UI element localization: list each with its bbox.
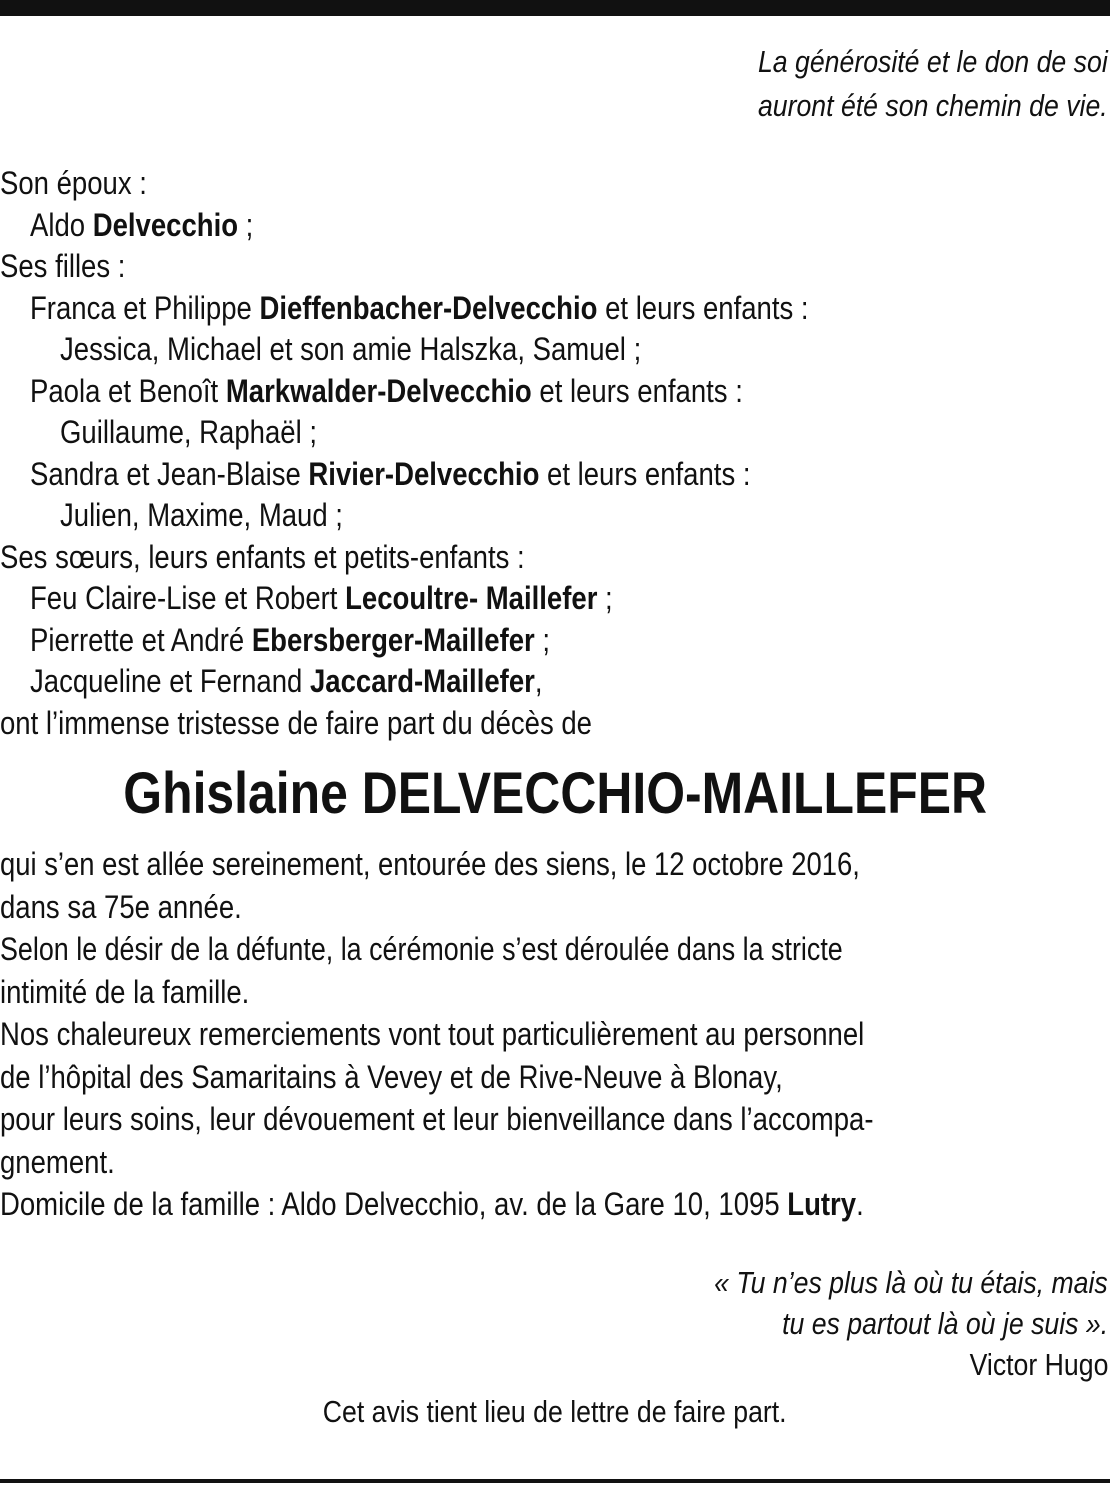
sister-entry-3: Jacqueline et Fernand Jaccard-Maillefer, bbox=[30, 663, 543, 699]
epigraph-line-1: La générosité et le don de soi bbox=[758, 44, 1108, 79]
daughters-heading: Ses filles : bbox=[0, 248, 126, 284]
daughter-children-2: Guillaume, Raphaël ; bbox=[60, 414, 317, 450]
daughter-entry-2: Paola et Benoît Markwalder-Delvecchio et leurs enfants : bbox=[30, 372, 743, 409]
body-line-4: intimité de la famille. bbox=[0, 973, 250, 1010]
quote-line-2: tu es partout là où je suis ». bbox=[781, 1306, 1108, 1341]
body-line-2: dans sa 75e année. bbox=[0, 888, 242, 925]
deceased-name: Ghislaine DELVECCHIO-MAILLEFER bbox=[123, 761, 987, 826]
daughter-children-3: Julien, Maxime, Maud ; bbox=[60, 497, 343, 533]
body-line-7: pour leurs soins, leur dévouement et leur bienveillance dans l’accompa- bbox=[0, 1101, 874, 1137]
epigraph-line-2: auront été son chemin de vie. bbox=[758, 88, 1108, 123]
daughter-entry-3: Sandra et Jean-Blaise Rivier-Delvecchio et leurs enfants : bbox=[30, 455, 751, 492]
sister-entry-1: Feu Claire-Lise et Robert Lecoultre- Maillefer ; bbox=[30, 580, 613, 616]
body-line-8: gnement. bbox=[0, 1143, 115, 1180]
daughter-children-1: Jessica, Michael et son amie Halszka, Samuel ; bbox=[60, 331, 642, 367]
closing-quote bbox=[650, 1262, 1108, 1385]
sister-surname-3: Jaccard-Maillefer bbox=[309, 663, 535, 699]
body-text bbox=[0, 843, 1110, 1226]
body-line-5: Nos chaleureux remerciements vont tout particulièrement au personnel bbox=[0, 1016, 865, 1052]
sister-surname-2: Ebersberger-Maillefer bbox=[251, 621, 535, 658]
body-line-6: de l’hôpital des Samaritains à Vevey et de Rive-Neuve à Blonay, bbox=[0, 1058, 783, 1095]
announcement-line: ont l’immense tristesse de faire part du décès de bbox=[0, 704, 592, 741]
epigraph bbox=[701, 40, 1108, 128]
body-line-9: Domicile de la famille : Aldo Delvecchio, av. de la Gare 10, 1095 Lutry. bbox=[0, 1186, 864, 1222]
sister-entry-2: Pierrette et André Ebersberger-Maillefer ; bbox=[30, 621, 551, 658]
daughter-surname-1: Dieffenbacher-Delvecchio bbox=[259, 289, 598, 326]
body-line-1: qui s’en est allée sereinement, entourée des siens, le 12 octobre 2016, bbox=[0, 846, 860, 882]
spouse-surname: Delvecchio bbox=[92, 206, 239, 243]
daughter-entry-1: Franca et Philippe Dieffenbacher-Delvecchio et leurs enfants : bbox=[30, 289, 809, 326]
daughter-surname-3: Rivier-Delvecchio bbox=[308, 455, 540, 492]
daughter-surname-2: Markwalder-Delvecchio bbox=[225, 372, 532, 409]
quote-author: Victor Hugo bbox=[969, 1347, 1108, 1382]
quote-line-1: « Tu n’es plus là où tu étais, mais bbox=[714, 1265, 1108, 1300]
body-line-3: Selon le désir de la défunte, la cérémonie s’est déroulée dans la stricte bbox=[0, 931, 843, 967]
sisters-heading: Ses sœurs, leurs enfants et petits-enfants : bbox=[0, 538, 525, 575]
spouse-heading: Son époux : bbox=[0, 165, 147, 201]
footer-note: Cet avis tient lieu de lettre de faire part. bbox=[323, 1394, 787, 1429]
city-name: Lutry bbox=[787, 1186, 857, 1222]
family-list bbox=[0, 163, 1110, 744]
bottom-rule bbox=[0, 1479, 1110, 1483]
sister-surname-1: Lecoultre- Maillefer bbox=[345, 580, 598, 616]
top-rule bbox=[0, 0, 1110, 16]
spouse-entry: Aldo Delvecchio ; bbox=[30, 206, 254, 243]
